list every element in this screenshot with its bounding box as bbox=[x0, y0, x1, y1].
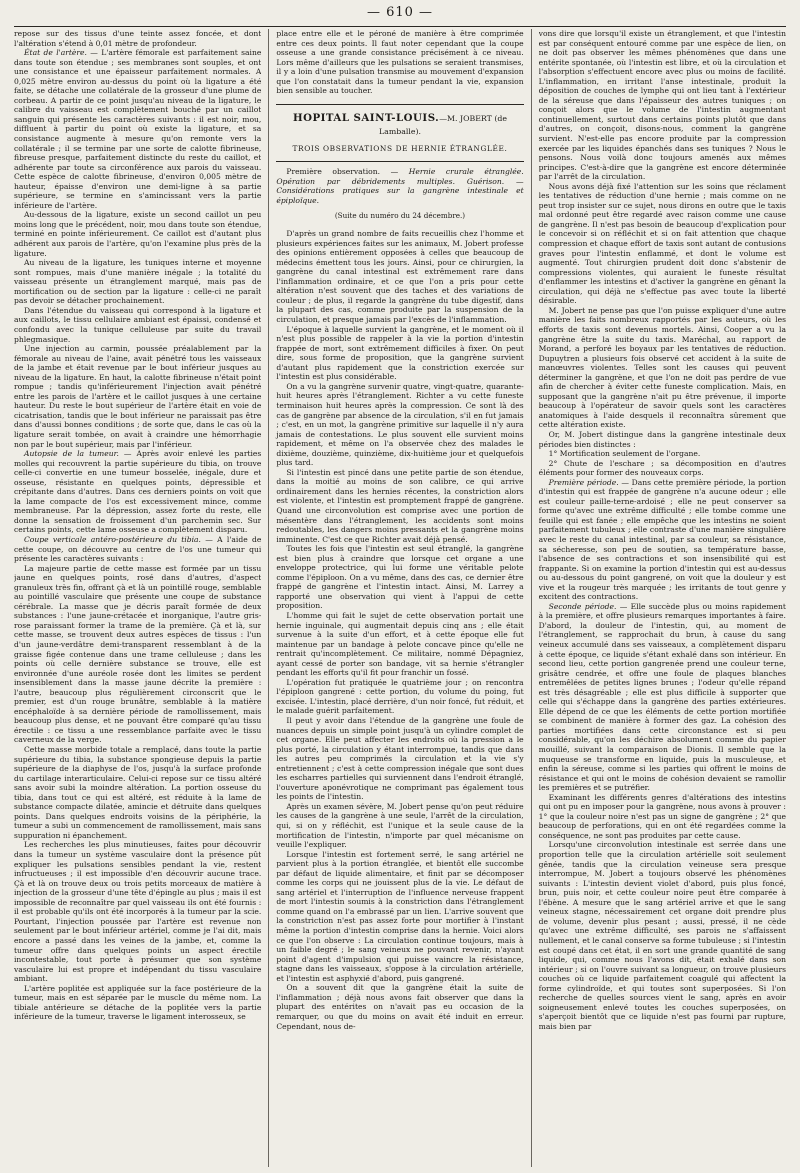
paragraph bbox=[14, 535, 261, 564]
paragraph-text: — Après avoir enlevé les parties molles qui recouvrent la partie supérieure du tibia, on trouve celle-ci convertie en une tumeur bosselée, inégale, dure et osseuse, résistante en quelques points, dépressible et crépitante dans d'autres. Dans ces derniers points on voit que la lame compacte de l'os est excessivement mince, comme membraneuse. Par la dépression, assez forte du reste, elle donne la sensation de froissement d'un parchemin sec. Sur certains points, cette lame osseuse a complètement disparu. bbox=[14, 449, 262, 535]
paragraph: On a vu la gangrène survenir quatre, vingt-quatre, quarante-huit heures après l'étranglement. Richter a vu cette funeste terminaison huit heures après la compression. Ce sont là des cas de gangrène par absence de la circulation, s'il en fut jamais ; c'est, en un mot, la gangrène primitive sur laquelle il n'y aura jamais de contestations. Le plus souvent elle survient moins rapidement, et même on l'a observée chez des malades le dixième, douzième, quinzième, dix-huitième jour et quelquefois plus tard. bbox=[276, 381, 524, 468]
section-heading: Autopsie de la tumeur. bbox=[24, 449, 119, 459]
paragraph bbox=[539, 602, 786, 793]
paragraph: repose sur des tissus d'une teinte assez foncée, et dont l'altération s'étend à 0,01 mètre de profondeur. bbox=[14, 29, 262, 48]
section-heading: Seconde période. bbox=[548, 601, 617, 611]
article-subtitle: TROIS OBSERVATIONS DE HERNIE ÉTRANGLÉE. bbox=[292, 143, 508, 153]
paragraph: L'homme qui fait le sujet de cette observation portait une hernie inguinale, qui augmentait depuis cinq ans ; elle était survenue à la suite d'un effort, et à cette époque elle fut maintenue par un bandage à pelote concave pince qu'elle ne rentrait qu'incomplètement. Ce militaire, nommé Dépagniez, ayant cessé de porter son bandage, vit sa hernie s'étrangler pendant les efforts qu'il fit pour franchir un fossé. bbox=[276, 610, 524, 678]
paragraph bbox=[539, 478, 786, 602]
paragraph: L'artère poplitée est appliquée sur la face postérieure de la tumeur, mais en est séparée par le muscle du même nom. La tibiale antérieure se détache de la poplitée vers la partie inférieure de la tumeur, traverse le ligament interosseux, se bbox=[14, 983, 262, 1022]
paragraph: Il peut y avoir dans l'étendue de la gangrène une foule de nuances depuis un simple point jusqu'à un cylindre complet de cet organe. Elle peut affecter les endroits où la pression a le plus porté, la circulation y étant interrompue, tandis que dans les autres peu comprimés la circulation et la vie s'y entretiennent ; c'est à cette compression inégale que sont dues les escharres partielles qui surviennent dans l'endroit étranglé, l'ouverture aponévrotique ne comprimant pas également tous les points de l'intestin. bbox=[276, 716, 524, 802]
list-item: 2° Chute de l'eschare ; sa décomposition en d'autres éléments pour former des nouveaux corps. bbox=[538, 458, 786, 478]
page-header bbox=[14, 0, 786, 27]
paragraph: Dans l'étendue du vaisseau qui correspond à la ligature et aux caillots, le tissu cellulaire ambiant est épaissi, condensé et confondu avec la tunique celluleuse par suite du travail phlegmasique. bbox=[14, 305, 262, 344]
paragraph: Examinant les différents genres d'altérations des intestins qui ont pu en imposer pour la gangrène, nous avons à prouver : 1° que la couleur noire n'est pas un signe de gangrène ; 2° que beaucoup de perforations, qui en ont été regardées comme la conséquence, ne sont pas produites par cette cause. bbox=[538, 792, 786, 840]
hospital-name: HOPITAL SAINT-LOUIS. bbox=[292, 111, 440, 124]
paragraph: Au niveau de la ligature, les tuniques interne et moyenne sont rompues, mais d'une manière inégale ; la totalité du vaisseau présente un étranglement marqué, mais pas de mortification ou de section par la ligature : celle-ci ne paraît pas devoir se détacher prochainement. bbox=[14, 258, 262, 306]
paragraph: Lorsqu'une circonvolution intestinale est serrée dans une proportion telle que la circulation artérielle soit seulement gênée, tandis que la circulation veineuse sera presque interrompue, M. Jobert a toujours observé les phénomènes suivants : L'intestin devient violet d'abord, puis plus foncé, brun, puis noir, et cette couleur noire peut être comparée à l'ébène. A mesure que le sang artériel arrive et que le sang veineux stagne, nécessairement cet organe doit prendre plus de volume, devenir plus pesant ; aussi, pressé, il ne cède qu'avec une extrême difficulté, ses parois ne s'affaissent nullement, et le canal conserve sa forme tubuleuse ; si l'intestin est coupé dans cet état, il en sort une grande quantité de sang liquide, qui, comme nous l'avons dit, était exhalé dans son intérieur ; si on l'ouvre suivant sa longueur, on trouve plusieurs couches où ce liquide parfaitement coagulé qui affectent la forme cylindroïde, et qui toutes sont superposées. Si l'on recherche de quelles sources vient le sang, après en avoir soigneusement enlevé toutes les couches superposées, on s'aperçoit bientôt que ce liquide n'est pas fourni par rupture, mais bien par bbox=[538, 840, 786, 1031]
section-heading: Première période. bbox=[548, 477, 619, 487]
paragraph: On a souvent dit que la gangrène était la suite de l'inflammation ; déjà nous avons fait observer que dans la plupart des entérites on n'avait pas eu occasion de la remarquer, ou que du moins on avait été induit en erreur. Cependant, nous de- bbox=[276, 983, 524, 1031]
article-heading bbox=[276, 112, 523, 138]
paragraph bbox=[14, 48, 261, 210]
paragraph: Or, M. Jobert distingue dans la gangrène intestinale deux périodes bien distinctes : bbox=[538, 429, 786, 449]
paragraph-text: — A l'aide de cette coupe, on découvre au centre de l'os une tumeur qui présente les caractères suivants : bbox=[14, 534, 262, 564]
continuation-note: (Suite du numéro du 24 décembre.) bbox=[334, 210, 466, 220]
observation-title: — Hernie crurale étranglée. Opération par débridements multiples. Guérison. — Considérations pratiques sur la gangrène intestinale et épiploïque. bbox=[276, 167, 524, 206]
observation-lead: Première observation. bbox=[286, 167, 381, 177]
list-item: 1° Mortification seulement de l'organe. bbox=[548, 449, 701, 459]
section-divider bbox=[276, 104, 523, 105]
paragraph: Au-dessous de la ligature, existe un second caillot un peu moins long que le précédent, noir, mou dans toute son étendue, terminé en pointe inférieurement. Ce caillot est d'autant plus adhérent aux parois de l'artère, qu'on l'examine plus près de la ligature. bbox=[14, 210, 262, 258]
paragraph: Les recherches les plus minutieuses, faites pour découvrir dans la tumeur un système vasculaire dont la présence pût expliquer les pulsations sensibles pendant la vie, restent infructueuses ; il est impossible d'en découvrir aucune trace. Çà et là on trouve deux ou trois petits morceaux de matière à injection de la grosseur d'une tête d'épingle au plus ; mais il est impossible de reconnaître par quel vaisseau ils ont été fournis : il est probable qu'ils ont été incorporés à la tumeur par la scie. Pourtant, l'injection poussée par l'artère est revenue non seulement par le bout inférieur artériel, comme je l'ai dit, mais encore a passé dans les veines de la jambe, et, comme la tumeur offre dans quelques points un aspect érectile incontestable, tout porte à présumer que son système vasculaire lui est propre et indépendant du tissu vasculaire ambiant. bbox=[14, 840, 262, 984]
paragraph: Toutes les fois que l'intestin est seul étranglé, la gangrène est bien plus à craindre que lorsque cet organe a une enveloppe protectrice, qui lui forme une véritable pelote comme l'épiploon. On a vu même, dans des cas, ce dernier être frappé de gangrène et l'intestin intact. Ainsi, M. Larrey a rapporté une observation qui vient à l'appui de cette proposition. bbox=[276, 544, 524, 611]
paragraph: Après un examen sévère, M. Jobert pense qu'on peut réduire les causes de la gangrène à une seule, l'arrêt de la circulation, qui, si on y réfléchit, est l'unique et la seule cause de la mortification de l'intestin, n'importe par quel mécanisme on veuille l'expliquer. bbox=[276, 801, 524, 850]
paragraph: L'époque à laquelle survient la gangrène, et le moment où il n'est plus possible de rappeler à la vie la portion d'intestin frappée de mort, sont extrêmement difficiles à fixer. On peut dire, sous forme de proposition, que la gangrène survient d'autant plus rapidement que la constriction exercée sur l'intestin est plus considérable. bbox=[276, 324, 524, 382]
paragraph bbox=[14, 449, 261, 535]
paragraph-text: — L'artère fémorale est parfaitement saine dans toute son étendue ; ses membranes sont souples, et ont une consistance et une épaisseur parfaitement normales. A 0,025 mètre environ au-dessus du point où la ligature a été faite, se détache une collatérale de la grosseur d'une plume de corbeau. A partir de ce point jusqu'au niveau de la ligature, le calibre du vaisseau est complètement bouché par un caillot sanguin qui présente les caractères suivants : il est noir, mou, diffluent à partir du point où existe la ligature, et sa consistance augmente à mesure qu'on remonte vers la collatérale ; il se termine par une sorte de calotte fibrineuse, fibreuse presque, parfaitement distincte du reste du caillot, et adhérente par toute sa circonférence aux parois du vaisseau. Cette espèce de calotte fibrineuse, d'environ 0,005 mètre de hauteur, épaisse d'environ une demi-ligne à sa partie supérieure, se termine en s'amincissant vers la partie inférieure de l'artère. bbox=[14, 48, 262, 210]
column-middle bbox=[268, 29, 531, 1167]
page-number: — 610 — bbox=[366, 5, 434, 20]
text-columns bbox=[14, 29, 786, 1167]
paragraph-text: — Dans cette première période, la portion d'intestin qui est frappée de gangrène n'a aucune odeur ; elle est couleur paille-terne-ardoisé ; elle ne peut conserver sa forme qu'avec une extrême difficulté ; elle tombe comme une feuille qui est fanée ; elle empêche que les intestins ne soient parfaitement tubuleux ; elle contraste d'une manière singulière avec le reste du canal intestinal, par sa couleur, sa résistance, sa sécheresse, son peu de soutien, sa température basse, l'absence de ses contractions et son insensibilité qui est frappante. Si on examine la portion d'intestin qui est au-dessus ou au-dessous du point gangrené, on voit que la douleur y est vive et la rougeur très marquée ; les irritants de tout genre y excitent des contractions. bbox=[538, 477, 786, 602]
article-author: —M. JOBERT (de Lamballe). bbox=[379, 113, 507, 136]
subtitle-divider bbox=[276, 161, 523, 162]
paragraph: vons dire que lorsqu'il existe un étranglement, et que l'intestin est par conséquent entouré comme par une espèce de lien, on ne doit pas observer les mêmes phénomènes que dans une entérite spontanée, où l'intestin est libre, et où la circulation et l'absorption s'effectuent encore avec plus ou moins de facilité. L'inflammation, en irritant l'anse intestinale, produit la déposition de couches de lymphe qui ont lieu tant à l'extérieur de la séreuse que dans l'épaisseur des autres tuniques ; on conçoit alors que le volume de l'intestin augmentant continuellement, surtout dans certains points plutôt que dans d'autres, on conçoit, disons-nous, comment la gangrène survient. N'est-elle pas encore produite par la compression exercée par les liquides épanchés dans ses tuniques ? Nous le pensons. Nous voilà donc toujours amenés aux mêmes principes. C'est-à-dire que la gangrène est encore déterminée par l'arrêt de la circulation. bbox=[538, 29, 786, 182]
paragraph: D'après un grand nombre de faits recueillis chez l'homme et plusieurs expériences faites sur les animaux, M. Jobert professe des opinions entièrement opposées à celles que beaucoup de médecins émettent tous les jours. Ainsi, pour ce chirurgien, la gangrène du canal intestinal est extrêmement rare dans l'inflammation ordinaire, et ce que l'on a pris pour cette altération n'est souvent que des taches et des variations de couleur ; de plus, il regarde la gangrène du tube digestif, dans la plupart des cas, comme produite par la suspension de la circulation, et presque jamais par l'excès de l'inflammation. bbox=[276, 229, 524, 325]
paragraph: La majeure partie de cette masse est formée par un tissu jaune en quelques points, rosé dans d'autres, d'aspect granuleux très fin, offrant çà et là un pointillé rouge, semblable au pointillé vasculaire que présente une coupe de substance cérébrale. La masse que je décris paraît formée de deux substances : l'une jaune-crétacée et inorganique, l'autre gris-rose paraissant former la trame de la première. Çà et là, sur cette masse, se trouvent deux autres espèces de tissus : l'un d'un jaune-verdâtre demi-transparent ressemblant à de la graisse figée contenue dans une trame celluleuse ; dans les points où celle dernière substance se trouve, elle est environnée d'une auréole rosée dont les limites se perdent insensiblement dans la masse jaune décrite la première : l'autre, beaucoup plus régulièrement circonscrit que le premier, est d'un rouge brunâtre, semblable à la matière encéphaloïde à sa dernière période de ramollissement, mais beaucoup plus dense, et ne pouvant être comparé qu'au tissu érectile : ce tissu a une ressemblance parfaite avec le tissu caverneux de la verge. bbox=[14, 563, 262, 745]
observation-heading bbox=[276, 167, 523, 205]
section-heading: Coupe verticale antéro-postérieure du tibia. bbox=[24, 534, 201, 544]
paragraph: Cette masse morbide totale a remplacé, dans toute la partie supérieure du tibia, la substance spongieuse depuis la partie supérieure de la diaphyse de l'os, jusqu'à la surface profonde du cartilage interarticulaire. Celui-ci repose sur ce tissu altéré sans avoir subi la moindre altération. La portion osseuse du tibia, dans tout ce qui est altéré, est réduite à la lame de substance compacte dilatée, amincie et détruite dans quelques points. Dans quelques endroits voisins de la périphérie, la tumeur a subi un commencement de ramollissement, mais sans suppuration ni épanchement. bbox=[14, 745, 262, 840]
paragraph: Lorsque l'intestin est fortement serré, le sang artériel ne parvient plus à la portion étranglée, et bientôt elle succombe par défaut de liquide alimentaire, et finit par se décomposer comme les corps qui ne jouissent plus de la vie. Le défaut de sang artériel et l'interruption de l'influence nerveuse frappent de mort l'intestin soumis à la constriction dans l'étranglement comme quand on l'a embrassé par un lien. L'arrive souvent que la constriction n'est pas assez forte pour mortifier à l'instant même la portion d'intestin comprise dans la hernie. Voici alors ce que l'on observe : La circulation continue toujours, mais à un faible degré ; le sang veineux ne pouvant revenir, n'ayant point d'agent d'impulsion qui puisse vaincre la résistance, stagne dans les vaisseaux, s'oppose à la circulation artérielle, et l'intestin est asphyxié d'abord, puis gangrené. bbox=[276, 849, 524, 983]
paragraph: M. Jobert ne pense pas que l'on puisse expliquer d'une autre manière les faits nombreux rapportés par les auteurs, où les efforts de taxis sont devenus mortels. Ainsi, Cooper a vu la gangrène être la suite du taxis. Maréchal, au rapport de Morand, a perforé les boyaux par les tentatives de réduction. Dupuytren a plusieurs fois observé cet accident à la suite de manœuvres violentes. Telles sont les causes qui peuvent déterminer la gangrène, et que l'on ne doit pas perdre de vue afin de chercher à éviter cette funeste complication. Mais, en supposant que la gangrène n'ait pu être prévenue, il importe beaucoup à l'opérateur de savoir quels sont les caractères anatomiques à l'aide desquels il reconnaîtra sûrement que cette altération existe. bbox=[538, 305, 786, 430]
paragraph: Si l'intestin est pincé dans une petite partie de son étendue, dans la moitié au moins de son calibre, ce qui arrive ordinairement dans les hernies récentes, la constriction alors est violente, et l'intestin est promptement frappé de gangrène. Quand une circonvolution est comprise avec une portion de mésentère dans l'étranglement, les accidents sont moins redoutables, les dangers moins pressants et la gangrène moins imminente. C'est ce que Richter avait déjà pensé. bbox=[276, 467, 524, 544]
column-right bbox=[539, 29, 786, 1167]
column-left bbox=[14, 29, 261, 1167]
paragraph: Nous avons déjà fixé l'attention sur les soins que réclament les tentatives de réduction d'une hernie ; mais comme on ne peut trop insister sur ce sujet, nous dirons en outre que le taxis mal ordonné peut être regardé avec raison comme une cause de gangrène. Il n'est pas besoin de beaucoup d'explication pour le concevoir si on réfléchit et si on fait attention que chaque compression et chaque effort de taxis sont autant de contusions graves pour l'intestin enflammé, et dont le volume est augmenté. Tout chirurgien prudent doit donc s'abstenir de compressions violentes, qui auraient le funeste résultat d'enflammer les intestins et d'activer la gangrène en gênant la circulation, qui déjà ne s'effectue pas avec toute la liberté désirable. bbox=[538, 181, 786, 306]
paragraph-text: — Elle succède plus ou moins rapidement à la première, et offre plusieurs remarques importantes à faire. D'abord, la douleur de l'intestin, qui, au moment de l'étranglement, se rapprochait du brun, à cause du sang veineux accumulé dans ses vaisseaux, a complètement disparu à cette époque, ce liquide s'étant exhalé dans son intérieur. En second lieu, cette portion gangrenée prend une couleur terne, grisâtre cendrée, et offre une foule de plaques blanches entremêlées de petites lignes brunes ; l'odeur qu'elle répand est très désagréable ; elle est plus difficile à supporter que celle qui s'échappe dans la gangrène des parties extérieures. Elle dépend de ce que les éléments de cette portion mortifiée se combinent de manière à former des gaz. La cohésion des parties mortifiées dans cette circonstance est si peu considérable, qu'on les déchire absolument comme du papier mouillé, suivant la comparaison de Dionis. Il semble que la muqueuse se transforme en liquide, puis la musculeuse, et enfin la séreuse, comme si les parties qui offrent le moins de résistance et qui ont le moins de cohésion devaient se ramollir les premières et se putréfier. bbox=[538, 601, 786, 793]
paragraph: L'opération fut pratiquée le quatrième jour ; on rencontra l'épiploon gangrené : cette portion, du volume du poing, fut excisée. L'intestin, placé derrière, d'un noir foncé, fut réduit, et le malade guérit parfaitement. bbox=[276, 677, 524, 716]
paragraph: place entre elle et le péroné de manière à être comprimée entre ces deux points. Il faut noter cependant que la coupe osseuse a une grande consistance précisément à ce niveau. Lors même d'ailleurs que les pulsations se seraient transmises, il y a loin d'une pulsation transmise au mouvement d'expansion que l'on constatait dans la tumeur pendant la vie, expansion bien sensible au toucher. bbox=[276, 29, 524, 96]
section-heading: État de l'artère. bbox=[24, 48, 87, 58]
paragraph: Une injection au carmin, poussée préalablement par la fémorale au niveau de l'aine, avait pénétré tous les vaisseaux de la jambe et était revenue par le bout inférieur jusques au niveau de la ligature. En haut, la calotte fibrineuse n'était point rompue ; tandis qu'inférieurement l'injection avait pénétré entre les parois de l'artère et le caillot jusques à une certaine hauteur. Du reste le bout supérieur de l'artère était en voie de cicatrisation, tandis que le bout inférieur ne paraissait pas être dans d'aussi bonnes conditions ; de sorte que, dans le cas où la ligature serait tombée, on avait à craindre une hémorrhagie non par le bout supérieur, mais par l'inférieur. bbox=[14, 344, 262, 449]
